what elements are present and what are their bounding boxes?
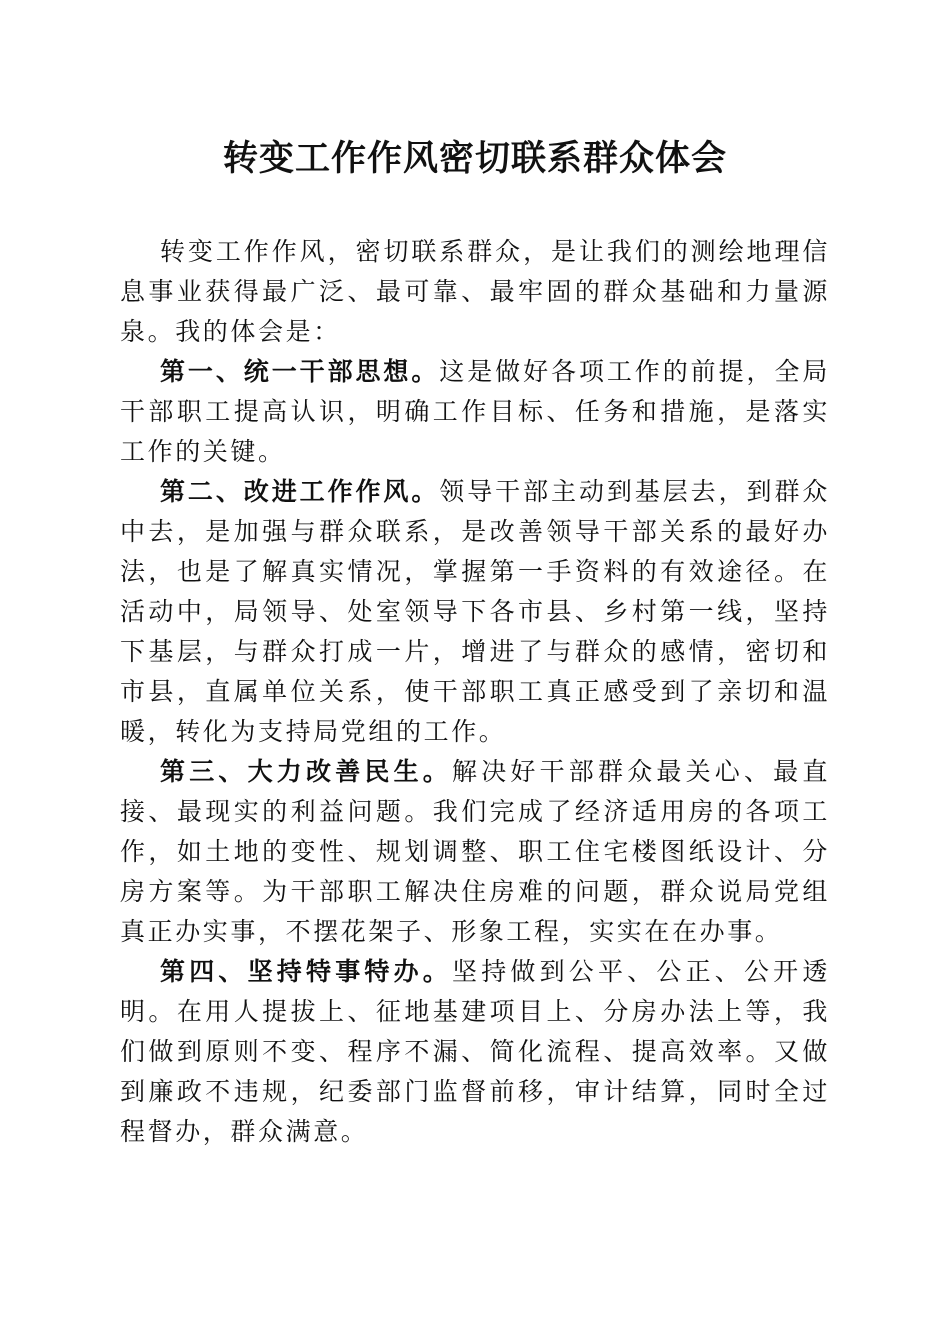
point-heading-3: 第三、大力改善民生。 <box>160 757 452 786</box>
intro-paragraph: 转变工作作风，密切联系群众，是让我们的测绘地理信息事业获得最广泛、最可靠、最牢固的群众基础和力量源泉。我的体会是： <box>120 237 830 346</box>
point-paragraph-4 <box>120 952 830 1152</box>
point-text-4: 坚持做到公平、公正、公开透明。在用人提拔上、征地基建项目上、分房办法上等，我们做到原则不变、程序不漏、简化流程、提高效率。又做到廉政不违规，纪委部门监督前移，审计结算，同时全过程督办，群众满意。 <box>120 957 830 1146</box>
document-title: 转变工作作风密切联系群众体会 <box>222 138 727 179</box>
point-text-3: 解决好干部群众最关心、最直接、最现实的利益问题。我们完成了经济适用房的各项工作，如土地的变性、规划调整、职工住宅楼图纸设计、分房方案等。为干部职工解决住房难的问题，群众说局党组真正办实事，不摆花架子、形象工程，实实在在办事。 <box>120 757 830 946</box>
point-heading-4: 第四、坚持特事特办。 <box>160 957 452 986</box>
point-paragraph-1 <box>120 352 830 472</box>
point-paragraph-2 <box>120 472 830 752</box>
point-heading-2: 第二、改进工作作风。 <box>160 477 440 506</box>
point-paragraph-3 <box>120 752 830 952</box>
document-body <box>120 232 830 1152</box>
point-heading-1: 第一、统一干部思想。 <box>160 357 440 386</box>
point-text-2: 领导干部主动到基层去，到群众中去，是加强与群众联系，是改善领导干部关系的最好办法，也是了解真实情况，掌握第一手资料的有效途径。在活动中，局领导、处室领导下各市县、乡村第一线，坚持下基层，与群众打成一片，增进了与群众的感情，密切和市县，直属单位关系，使干部职工真正感受到了亲切和温暖，转化为支持局党组的工作。 <box>120 477 830 746</box>
point-text-1: 这是做好各项工作的前提，全局干部职工提高认识，明确工作目标、任务和措施，是落实工作的关键。 <box>120 357 830 466</box>
